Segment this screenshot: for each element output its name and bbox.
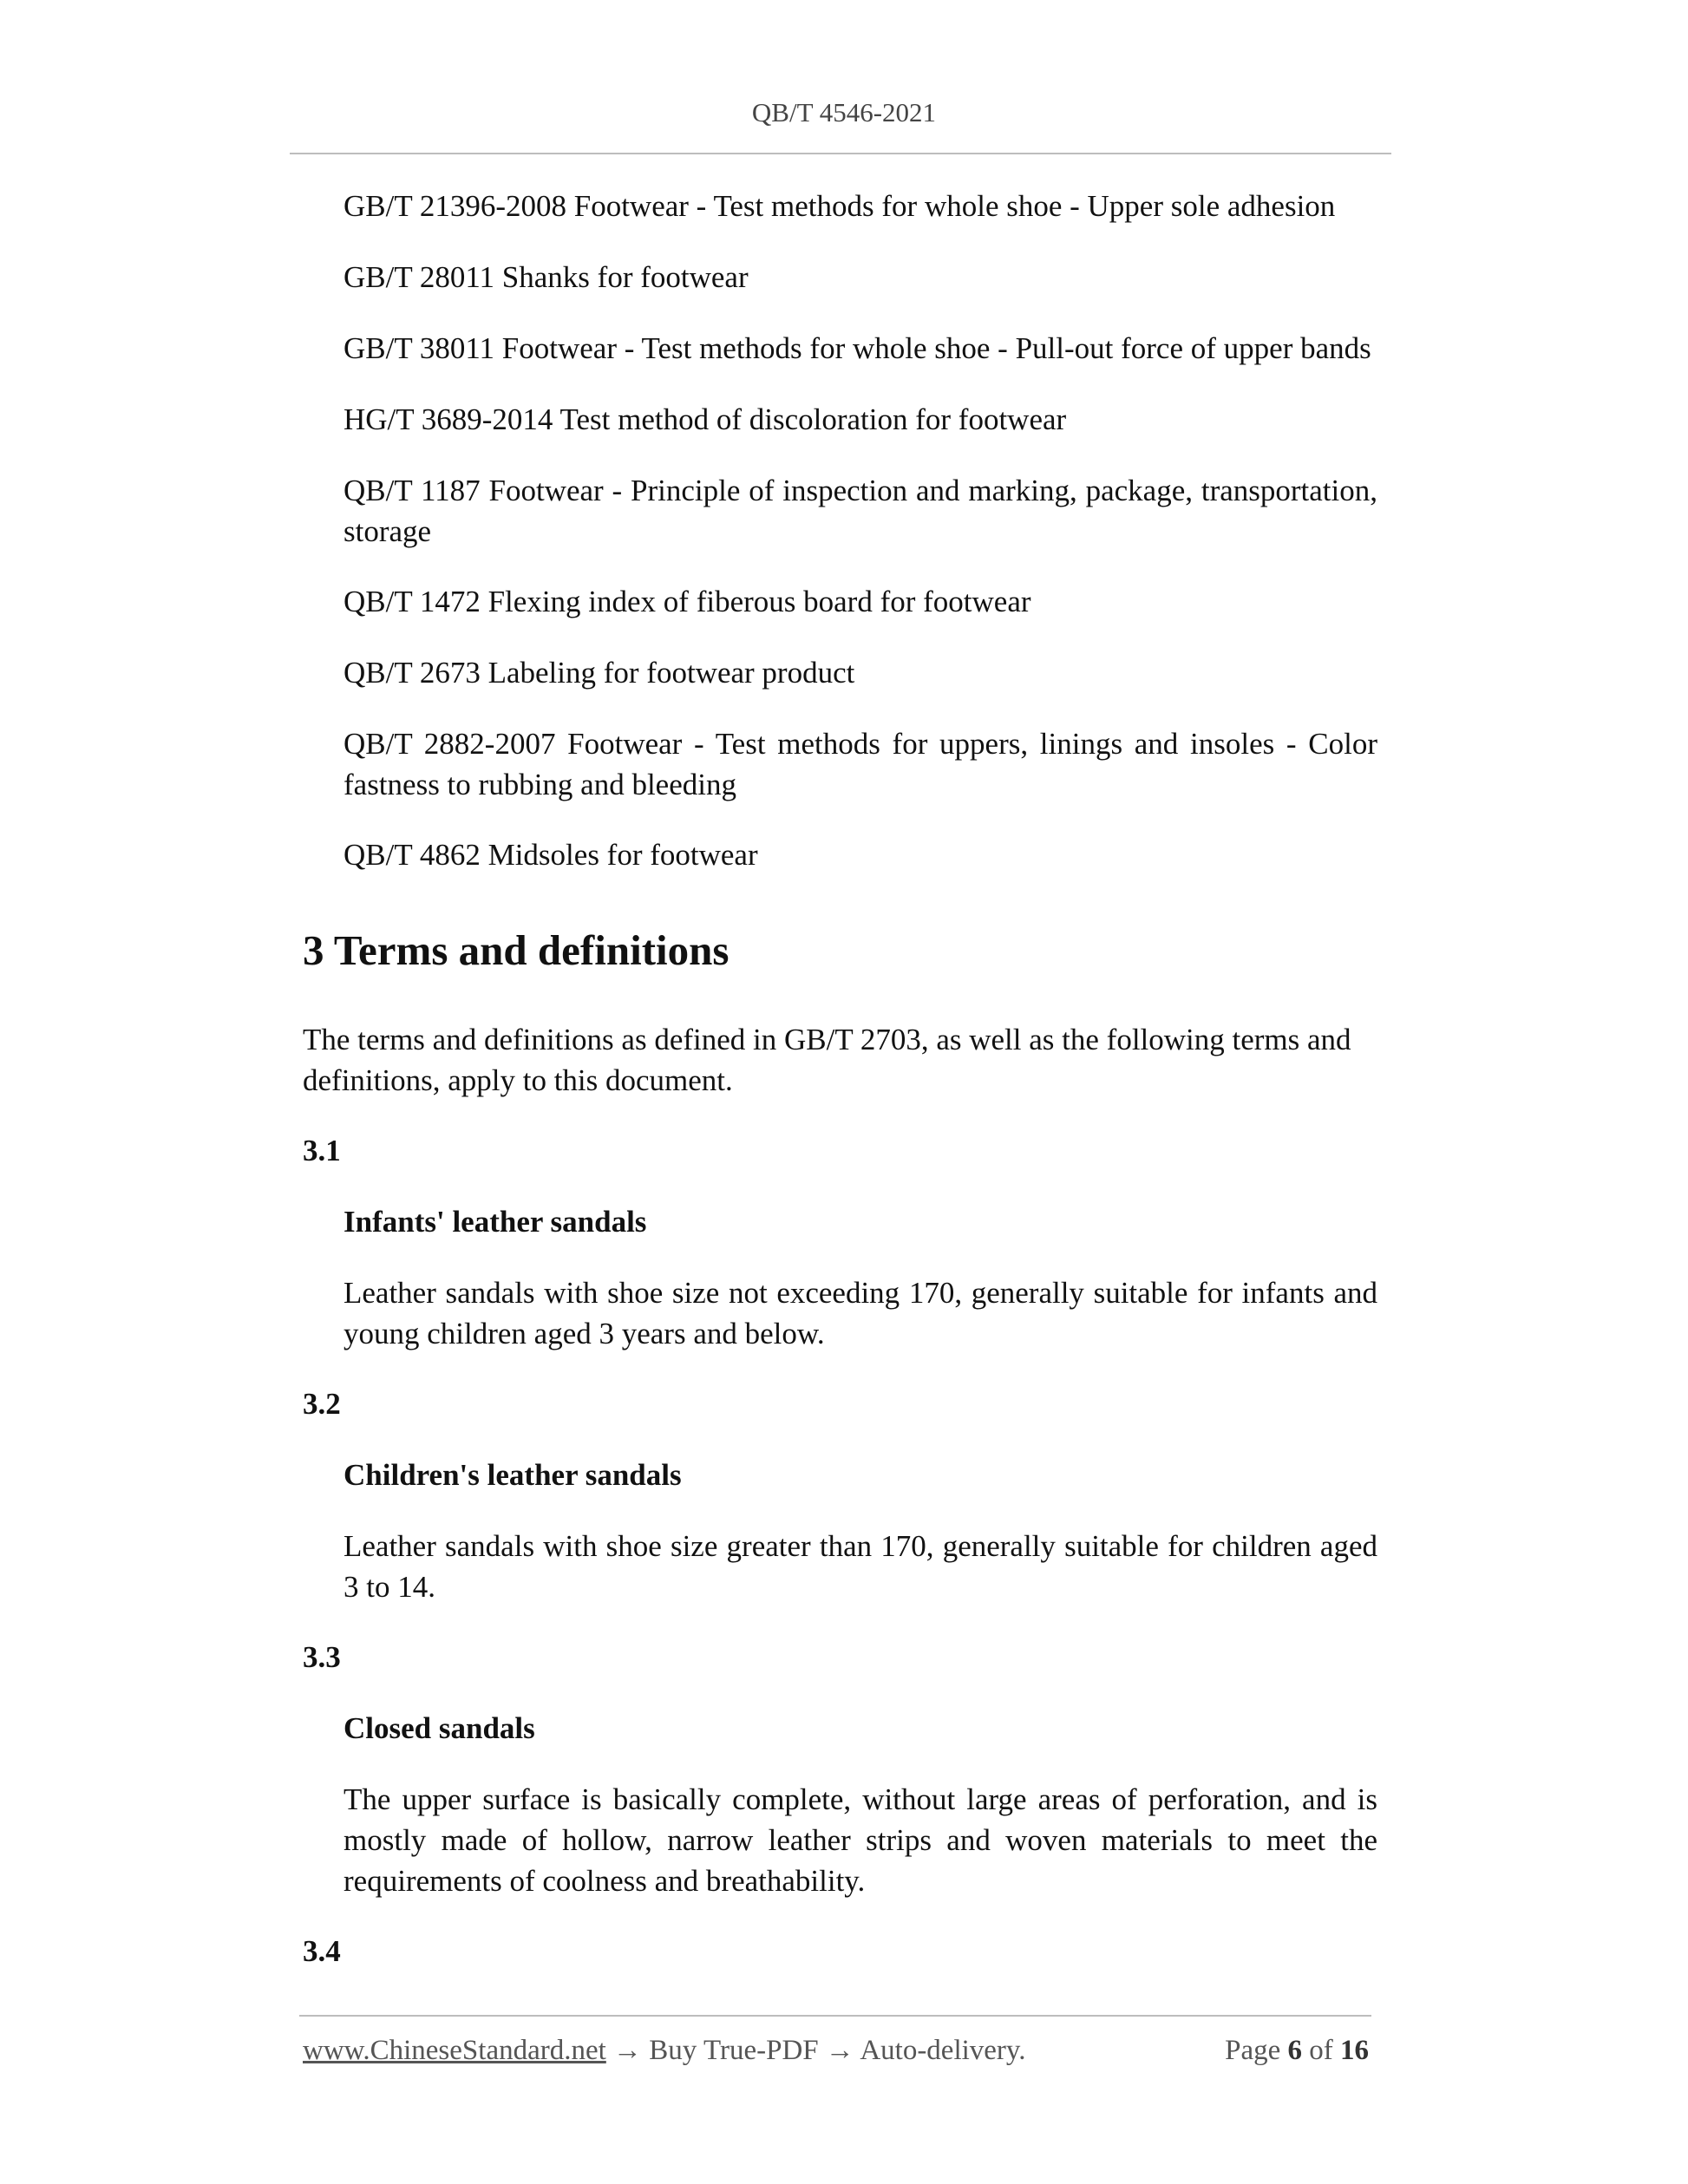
auto-delivery-text: Auto-delivery.	[860, 2035, 1026, 2066]
arrow-right-icon: →	[613, 2035, 643, 2066]
page-label: Page	[1225, 2035, 1281, 2066]
reference-item: GB/T 38011 Footwear - Test methods for whole shoe - Pull-out force of upper bands	[343, 331, 1371, 365]
reference-item: GB/T 21396-2008 Footwear - Test methods for whole shoe - Upper sole adhesion	[343, 189, 1336, 223]
term-number: 3.3	[303, 1640, 341, 1674]
page-total-number: 16	[1340, 2035, 1369, 2066]
page-current-number: 6	[1287, 2035, 1302, 2066]
buy-true-pdf-text: Buy True-PDF	[649, 2035, 819, 2066]
term-name: Children's leather sandals	[343, 1458, 682, 1492]
section-heading: 3 Terms and definitions	[303, 926, 730, 974]
header-divider	[290, 153, 1391, 154]
term-number: 3.1	[303, 1134, 341, 1167]
of-label: of	[1309, 2035, 1333, 2066]
term-definition: Leather sandals with shoe size not exceeding 170, generally suitable for infants and young children aged 3 years and below.	[343, 1276, 1377, 1350]
term-name: Closed sandals	[343, 1711, 535, 1745]
section-intro: The terms and definitions as defined in GB/T 2703, as well as the following terms and definitions, apply to this document.	[303, 1023, 1351, 1097]
reference-item: QB/T 4862 Midsoles for footwear	[343, 838, 758, 872]
term-number: 3.2	[303, 1387, 341, 1421]
footer-divider	[299, 2015, 1371, 2017]
footer-promo	[303, 2031, 1026, 2070]
term-number: 3.4	[303, 1934, 341, 1968]
page-indicator	[1225, 2031, 1369, 2070]
arrow-right-icon: →	[825, 2035, 854, 2066]
site-link[interactable]: www.ChineseStandard.net	[303, 2035, 606, 2066]
term-definition: The upper surface is basically complete, without large areas of perforation, and is mostly made of hollow, narrow leather strips and woven materials to meet the requirements of coolness and breathability.	[343, 1782, 1377, 1898]
term-name: Infants' leather sandals	[343, 1205, 647, 1239]
reference-item: QB/T 2673 Labeling for footwear product	[343, 656, 855, 690]
reference-item: QB/T 2882-2007 Footwear - Test methods for uppers, linings and insoles - Color fastness to rubbing and bleeding	[343, 727, 1377, 801]
reference-item: QB/T 1187 Footwear - Principle of inspection and marking, package, transportation, storage	[343, 474, 1377, 548]
page-header-doc-code: QB/T 4546-2021	[751, 97, 937, 128]
reference-item: QB/T 1472 Flexing index of fiberous board for footwear	[343, 585, 1031, 618]
term-definition: Leather sandals with shoe size greater than 170, generally suitable for children aged 3 to 14.	[343, 1529, 1377, 1604]
reference-item: GB/T 28011 Shanks for footwear	[343, 260, 749, 294]
reference-item: HG/T 3689-2014 Test method of discoloration for footwear	[343, 402, 1067, 436]
